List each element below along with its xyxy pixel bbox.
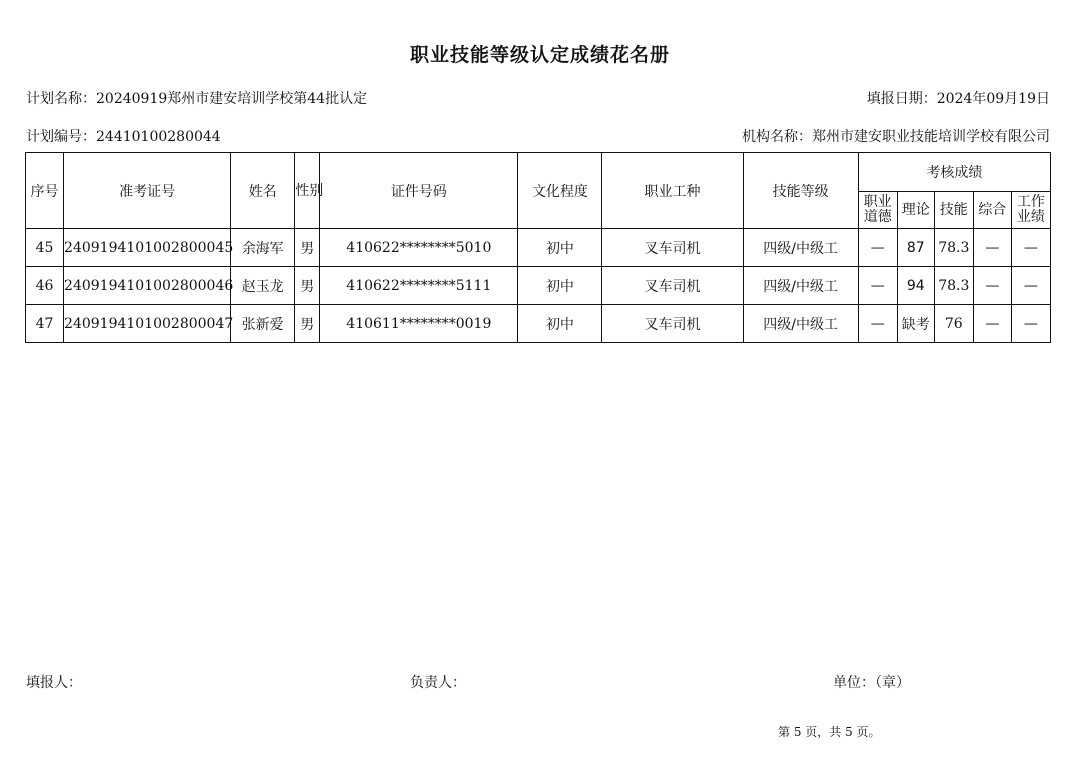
- institution-label: 机构名称：: [742, 129, 812, 145]
- header-occupation: 职业工种: [602, 153, 743, 229]
- cell-skill-level: 四级/中级工: [743, 305, 858, 343]
- header-education: 文化程度: [518, 153, 602, 229]
- plan-name-label: 计划名称：: [26, 91, 96, 107]
- cell-skill: 78.3: [934, 229, 973, 267]
- cell-id-no: 410622********5010: [320, 229, 518, 267]
- fill-date-label: 填报日期：: [866, 91, 937, 107]
- table-row: [26, 305, 1051, 343]
- cell-education: 初中: [518, 267, 602, 305]
- cell-occupation: 叉车司机: [602, 305, 743, 343]
- cell-id-no: 410622********5111: [320, 267, 518, 305]
- cell-exam-no: 2409194101002800046: [64, 267, 231, 305]
- cell-seq: 47: [26, 305, 64, 343]
- cell-theory: 缺考: [897, 305, 934, 343]
- cell-id-no: 410611********0019: [320, 305, 518, 343]
- cell-theory: 87: [897, 229, 934, 267]
- cell-gender: 男: [295, 267, 320, 305]
- cell-comprehensive: —: [973, 267, 1011, 305]
- cell-theory: 94: [897, 267, 934, 305]
- header-comprehensive: 综合: [973, 192, 1011, 229]
- plan-name-line: [26, 88, 367, 108]
- institution-value: 郑州市建安职业技能培训学校有限公司: [812, 129, 1050, 145]
- institution-line: [742, 126, 1050, 146]
- cell-name: 张新爱: [231, 305, 295, 343]
- cell-skill: 78.3: [934, 267, 973, 305]
- responsible-signature-label: 负责人：: [410, 675, 466, 691]
- header-id-no: 证件号码: [320, 153, 518, 229]
- cell-gender: 男: [295, 305, 320, 343]
- cell-skill-level: 四级/中级工: [743, 229, 858, 267]
- cell-work-performance: —: [1011, 229, 1050, 267]
- header-exam-no: 准考证号: [64, 153, 231, 229]
- header-gender: 性别: [295, 153, 320, 229]
- cell-work-performance: —: [1011, 267, 1050, 305]
- table-row: [26, 267, 1051, 305]
- plan-name-value: 20240919郑州市建安培训学校第44批认定: [96, 91, 368, 107]
- cell-occupation: 叉车司机: [602, 267, 743, 305]
- header-seq: 序号: [26, 153, 64, 229]
- header-skill-level: 技能等级: [743, 153, 858, 229]
- cell-education: 初中: [518, 305, 602, 343]
- plan-number-label: 计划编号：: [26, 129, 96, 145]
- cell-comprehensive: —: [973, 229, 1011, 267]
- cell-skill-level: 四级/中级工: [743, 267, 858, 305]
- fill-date-value: 2024年09月19日: [936, 91, 1050, 107]
- unit-stamp-label: 单位：（章）: [833, 675, 910, 691]
- cell-seq: 46: [26, 267, 64, 305]
- cell-seq: 45: [26, 229, 64, 267]
- cell-gender: 男: [295, 229, 320, 267]
- cell-exam-no: 2409194101002800045: [64, 229, 231, 267]
- cell-ethics: —: [858, 267, 897, 305]
- header-skill: 技能: [934, 192, 973, 229]
- header-theory: 理论: [897, 192, 934, 229]
- cell-ethics: —: [858, 305, 897, 343]
- page-number-info: 第 5 页，共 5 页。: [778, 725, 881, 739]
- header-scores-group: 考核成绩: [858, 153, 1050, 192]
- score-roster-table: [25, 152, 1051, 343]
- header-ethics: 职业道德: [858, 192, 897, 229]
- cell-ethics: —: [858, 229, 897, 267]
- cell-name: 赵玉龙: [231, 267, 295, 305]
- fill-date-line: [867, 88, 1050, 108]
- document-title: 职业技能等级认定成绩花名册: [409, 44, 670, 66]
- plan-number-line: [26, 126, 221, 146]
- header-work-performance: 工作业绩: [1011, 192, 1050, 229]
- cell-occupation: 叉车司机: [602, 229, 743, 267]
- table-row: [26, 229, 1051, 267]
- cell-comprehensive: —: [973, 305, 1011, 343]
- plan-number-value: 24410100280044: [96, 129, 221, 145]
- filler-signature-label: 填报人：: [26, 675, 82, 691]
- cell-skill: 76: [934, 305, 973, 343]
- cell-work-performance: —: [1011, 305, 1050, 343]
- cell-name: 余海军: [231, 229, 295, 267]
- header-name: 姓名: [231, 153, 295, 229]
- cell-education: 初中: [518, 229, 602, 267]
- cell-exam-no: 2409194101002800047: [64, 305, 231, 343]
